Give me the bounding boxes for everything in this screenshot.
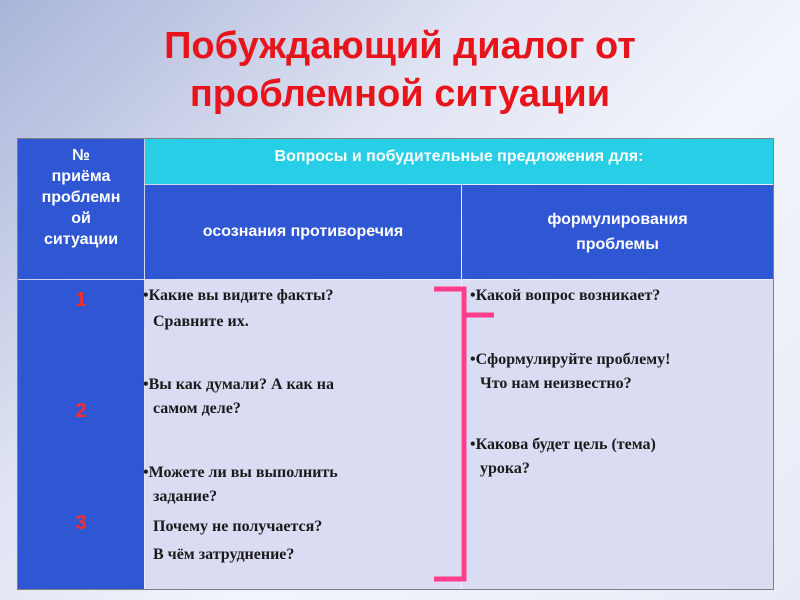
- question-line: •Можете ли вы выполнить: [143, 464, 338, 481]
- sub-header-line: формулирования: [547, 211, 688, 228]
- contradiction-questions-cell: [145, 280, 461, 589]
- row-number: 3: [75, 512, 87, 534]
- question-line: В чём затруднение?: [153, 546, 295, 563]
- slide-title: [0, 22, 800, 118]
- title-line-1: Побуждающий диалог от: [164, 25, 636, 67]
- sub-header-contradiction: осознания противоречия: [145, 185, 461, 279]
- question-line: Что нам неизвестно?: [480, 375, 632, 392]
- row-number-cell: [18, 280, 144, 589]
- dialog-table: [17, 138, 774, 590]
- number-header-line: проблемн: [41, 189, 121, 206]
- question-line: самом деле?: [153, 400, 241, 417]
- question-line: •Какие вы видите факты?: [143, 287, 334, 304]
- question-line: •Какой вопрос возникает?: [470, 287, 661, 304]
- sub-header-line: проблемы: [576, 236, 659, 253]
- problem-questions-cell: [462, 280, 773, 589]
- number-header-line: ситуации: [43, 231, 119, 248]
- bracket-icon: [430, 285, 500, 585]
- row-number: 1: [75, 289, 87, 311]
- question-line: задание?: [153, 488, 218, 505]
- question-line: Почему не получается?: [153, 518, 323, 535]
- sub-header-problem: [462, 185, 773, 279]
- question-line: Сравните их.: [153, 313, 249, 330]
- question-line: •Сформулируйте проблему!: [470, 351, 671, 368]
- question-line: •Вы как думали? А как на: [143, 376, 334, 393]
- question-line: урока?: [480, 460, 530, 477]
- number-header-line: приёма: [51, 168, 111, 185]
- number-header-line: ой: [71, 210, 91, 227]
- row-number: 2: [75, 400, 87, 422]
- number-column-header: [18, 139, 144, 279]
- number-header-line: №: [72, 147, 90, 164]
- title-line-2: проблемной ситуации: [189, 73, 611, 115]
- question-line: •Какова будет цель (тема): [470, 436, 656, 453]
- main-header: Вопросы и побудительные предложения для:: [145, 139, 773, 184]
